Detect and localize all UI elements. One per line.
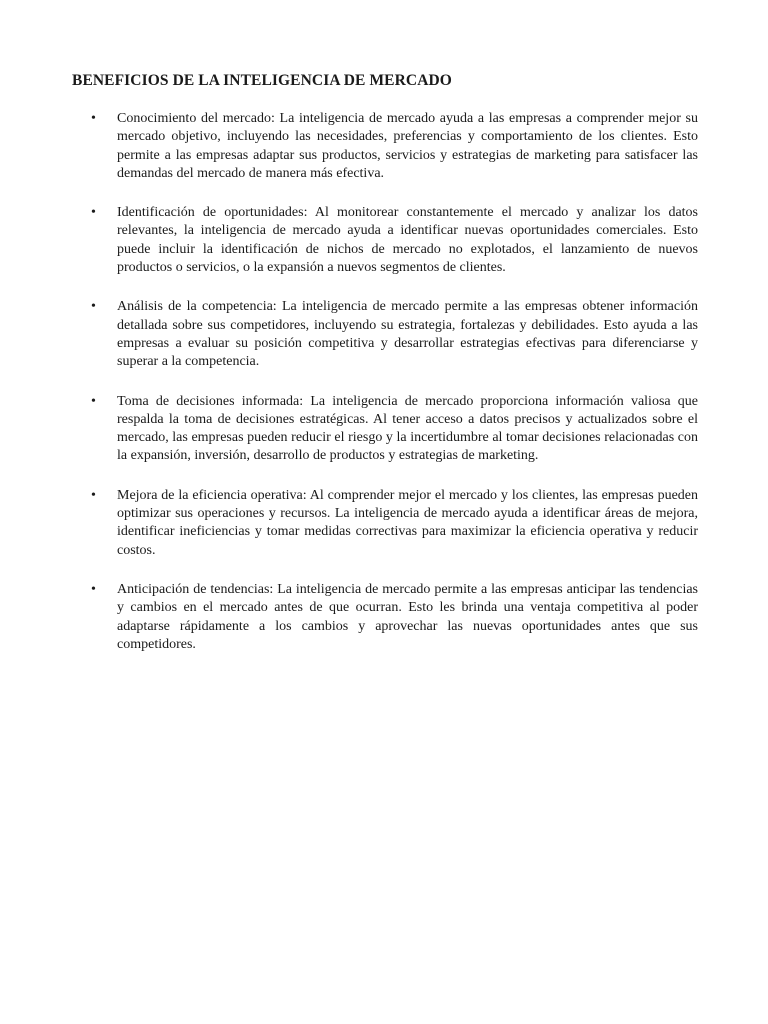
- bullet-icon: •: [91, 581, 96, 597]
- list-item-text: Toma de decisiones informada: La inteligencia de mercado proporciona información valiosa que respalda la toma de decisiones estratégicas. Al tener acceso a datos precisos y actualizados sobre el mercado, las empresas pueden reducir el riesgo y la incertidumbre al tomar decisiones relacionadas con la expansión, inversión, desarrollo de productos y estrategias de marketing.: [117, 393, 698, 464]
- bullet-icon: •: [91, 299, 96, 315]
- list-item: [72, 204, 698, 277]
- list-item-text: Anticipación de tendencias: La inteligencia de mercado permite a las empresas anticipar las tendencias y cambios en el mercado antes de que ocurran. Esto les brinda una ventaja competitiva al poder adaptarse rápidamente a los cambios y aprovechar las nuevas oportunidades antes que sus competidores.: [117, 581, 698, 652]
- list-item-text: Mejora de la eficiencia operativa: Al comprender mejor el mercado y los clientes, las empresas pueden optimizar sus operaciones y recursos. La inteligencia de mercado ayuda a identificar áreas de mejora, identificar ineficiencias y tomar medidas correctivas para maximizar la eficiencia operativa y reducir costos.: [117, 487, 698, 558]
- document-page: [72, 72, 698, 675]
- bullet-icon: •: [91, 205, 96, 221]
- list-item-text: Identificación de oportunidades: Al monitorear constantemente el mercado y analizar los datos relevantes, la inteligencia de mercado ayuda a identificar nuevas oportunidades comerciales. Esto puede incluir la identificación de nichos de mercado no explotados, el lanzamiento de nuevos productos o servicios, o la expansión a nuevos segmentos de clientes.: [117, 205, 698, 276]
- bullet-list: [72, 110, 698, 654]
- bullet-icon: •: [91, 111, 96, 126]
- list-item: [72, 110, 698, 183]
- list-item-text: Conocimiento del mercado: La inteligencia de mercado ayuda a las empresas a comprender mejor su mercado objetivo, incluyendo las necesidades, preferencias y comportamiento de los clientes. Esto permite a las empresas adaptar sus productos, servicios y estrategias de marketing para satisfacer las demandas del mercado de manera más efectiva.: [117, 111, 698, 181]
- list-item-text: Análisis de la competencia: La inteligencia de mercado permite a las empresas obtener información detallada sobre sus competidores, incluyendo su estrategia, fortalezas y debilidades. Esto ayuda a las empresas a evaluar su posición competitiva y desarrollar estrategias efectivas para diferenciarse y superar a la competencia.: [117, 299, 698, 370]
- document-title: BENEFICIOS DE LA INTELIGENCIA DE MERCADO: [72, 72, 452, 89]
- list-item: [72, 298, 698, 371]
- list-item: [72, 393, 698, 466]
- bullet-icon: •: [91, 393, 96, 409]
- bullet-icon: •: [91, 487, 96, 503]
- list-item: [72, 487, 698, 560]
- list-item: [72, 581, 698, 654]
